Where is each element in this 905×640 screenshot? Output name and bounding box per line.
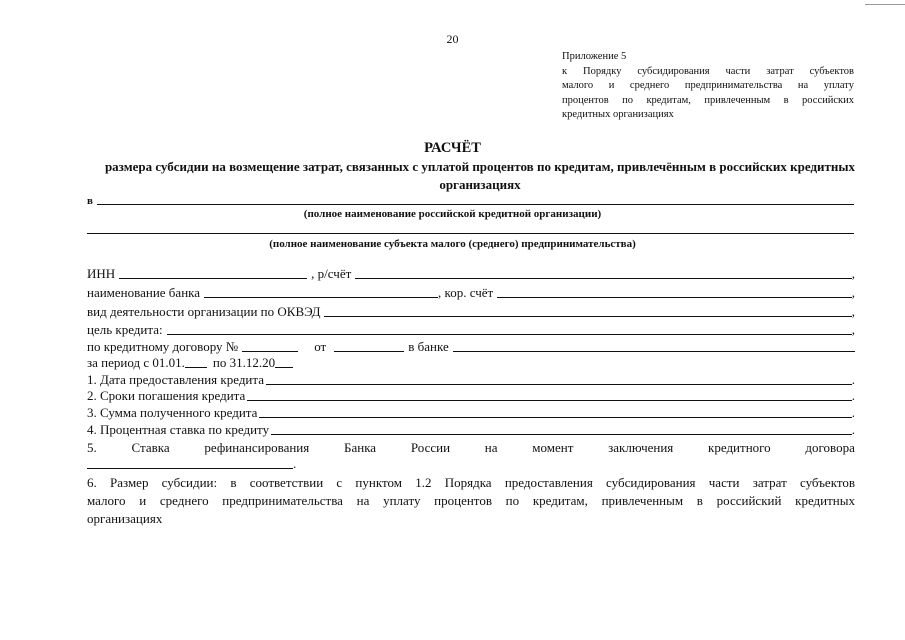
document-subtitle: размера субсидии на возмещение затрат, связанных с уплатой процентов по кредитам, привлечённым в российских кредитных организациях [104, 159, 856, 192]
item-5-word: на [484, 440, 498, 455]
period-row [87, 355, 855, 371]
appendix-line: к Порядку субсидирования части затрат субъектов [562, 65, 854, 77]
bank-name-input[interactable] [204, 297, 438, 298]
item-6-line: малого и среднего предпринимательства на уплату процентов по кредитам, привлеченным в российский кредитных [87, 493, 855, 508]
item-5-word: 5. [87, 440, 97, 455]
item-6-line: организациях [87, 511, 163, 526]
document-title: РАСЧЁТ [424, 140, 481, 156]
row-comma: , [851, 322, 855, 337]
item-2-field[interactable] [247, 400, 851, 401]
period-end-label: по 31.12.20 [212, 355, 276, 370]
corner-mark [865, 0, 905, 5]
inn-label: ИНН [87, 266, 116, 281]
inn-row [87, 266, 855, 282]
row-dot: . [851, 372, 855, 387]
item-5-field[interactable] [87, 468, 293, 469]
item-5-word: момент [532, 440, 574, 455]
item-3-label: 3. Сумма полученного кредита [87, 405, 258, 420]
bank-name-field[interactable] [97, 204, 854, 205]
item-5-word: договора [805, 440, 855, 455]
item-5-word: заключения [608, 440, 674, 455]
bank-name-label: наименование банка [87, 285, 201, 300]
item-4-row [87, 422, 855, 438]
item-5-row [87, 440, 855, 456]
period-end-field[interactable] [275, 367, 293, 368]
item-5-word: России [410, 440, 451, 455]
item-3-field[interactable] [259, 417, 851, 418]
item-6-line: 6. Размер субсидии: в соответствии с пунктом 1.2 Порядка предоставления субсидирования части затрат субъектов [87, 475, 855, 490]
inn-field[interactable] [119, 278, 307, 279]
purpose-label: цель кредита: [87, 322, 163, 337]
contract-row [87, 339, 855, 355]
row-dot: . [851, 405, 855, 420]
subject-name-field[interactable] [87, 233, 854, 234]
item-1-row [87, 372, 855, 388]
prefix-v: в [87, 195, 93, 207]
purpose-row [87, 322, 855, 338]
item-2-label: 2. Сроки погашения кредита [87, 388, 246, 403]
item-5-word: Ставка [131, 440, 170, 455]
item-5-word: кредитного [708, 440, 771, 455]
contract-bank-field[interactable] [453, 351, 855, 352]
caption-bank: (полное наименование российской кредитной организации) [303, 208, 602, 220]
activity-label: вид деятельности организации по ОКВЭД [87, 304, 321, 319]
appendix-line: малого и среднего предпринимательства на уплату [562, 80, 854, 91]
period-start-field[interactable] [185, 367, 207, 368]
row-comma: , [851, 285, 855, 300]
from-label: от [314, 339, 327, 354]
corr-account-field[interactable] [497, 297, 852, 298]
row-dot: . [293, 456, 297, 471]
row-comma: , [851, 304, 855, 319]
item-1-label: 1. Дата предоставления кредита [87, 372, 264, 387]
row-dot: . [851, 388, 855, 403]
row-dot: . [851, 422, 855, 437]
corr-account-label: , кор. счёт [438, 285, 494, 300]
account-label: , р/счёт [311, 266, 352, 281]
page-number: 20 [446, 32, 459, 46]
period-start-label: за период с 01.01. [87, 355, 185, 370]
appendix-line: Приложение 5 [562, 51, 627, 62]
contract-date-field[interactable] [334, 351, 404, 352]
row-comma: , [851, 266, 855, 281]
appendix-line: кредитных организациях [562, 109, 674, 120]
item-4-label: 4. Процентная ставка по кредиту [87, 422, 270, 437]
contract-label: по кредитному договору № [87, 339, 239, 354]
item-5-word: рефинансирования [204, 440, 310, 455]
item-3-row [87, 405, 855, 421]
account-field[interactable] [355, 278, 851, 279]
item-2-row [87, 388, 855, 404]
activity-row [87, 304, 855, 320]
appendix-note [562, 50, 854, 123]
item-4-field[interactable] [271, 434, 852, 435]
item-6-paragraph [87, 474, 855, 528]
purpose-field[interactable] [167, 334, 852, 335]
contract-number-field[interactable] [242, 351, 298, 352]
item-1-field[interactable] [266, 384, 852, 385]
appendix-line: процентов по кредитам, привлеченным в российских [562, 94, 854, 106]
item-5-word: Банка [344, 440, 377, 455]
in-bank-label: в банке [408, 339, 449, 354]
activity-field[interactable] [324, 316, 851, 317]
item-5-continuation [87, 456, 855, 472]
caption-subject: (полное наименование субъекта малого (среднего) предпринимательства) [269, 238, 636, 250]
bank-row [87, 285, 855, 301]
